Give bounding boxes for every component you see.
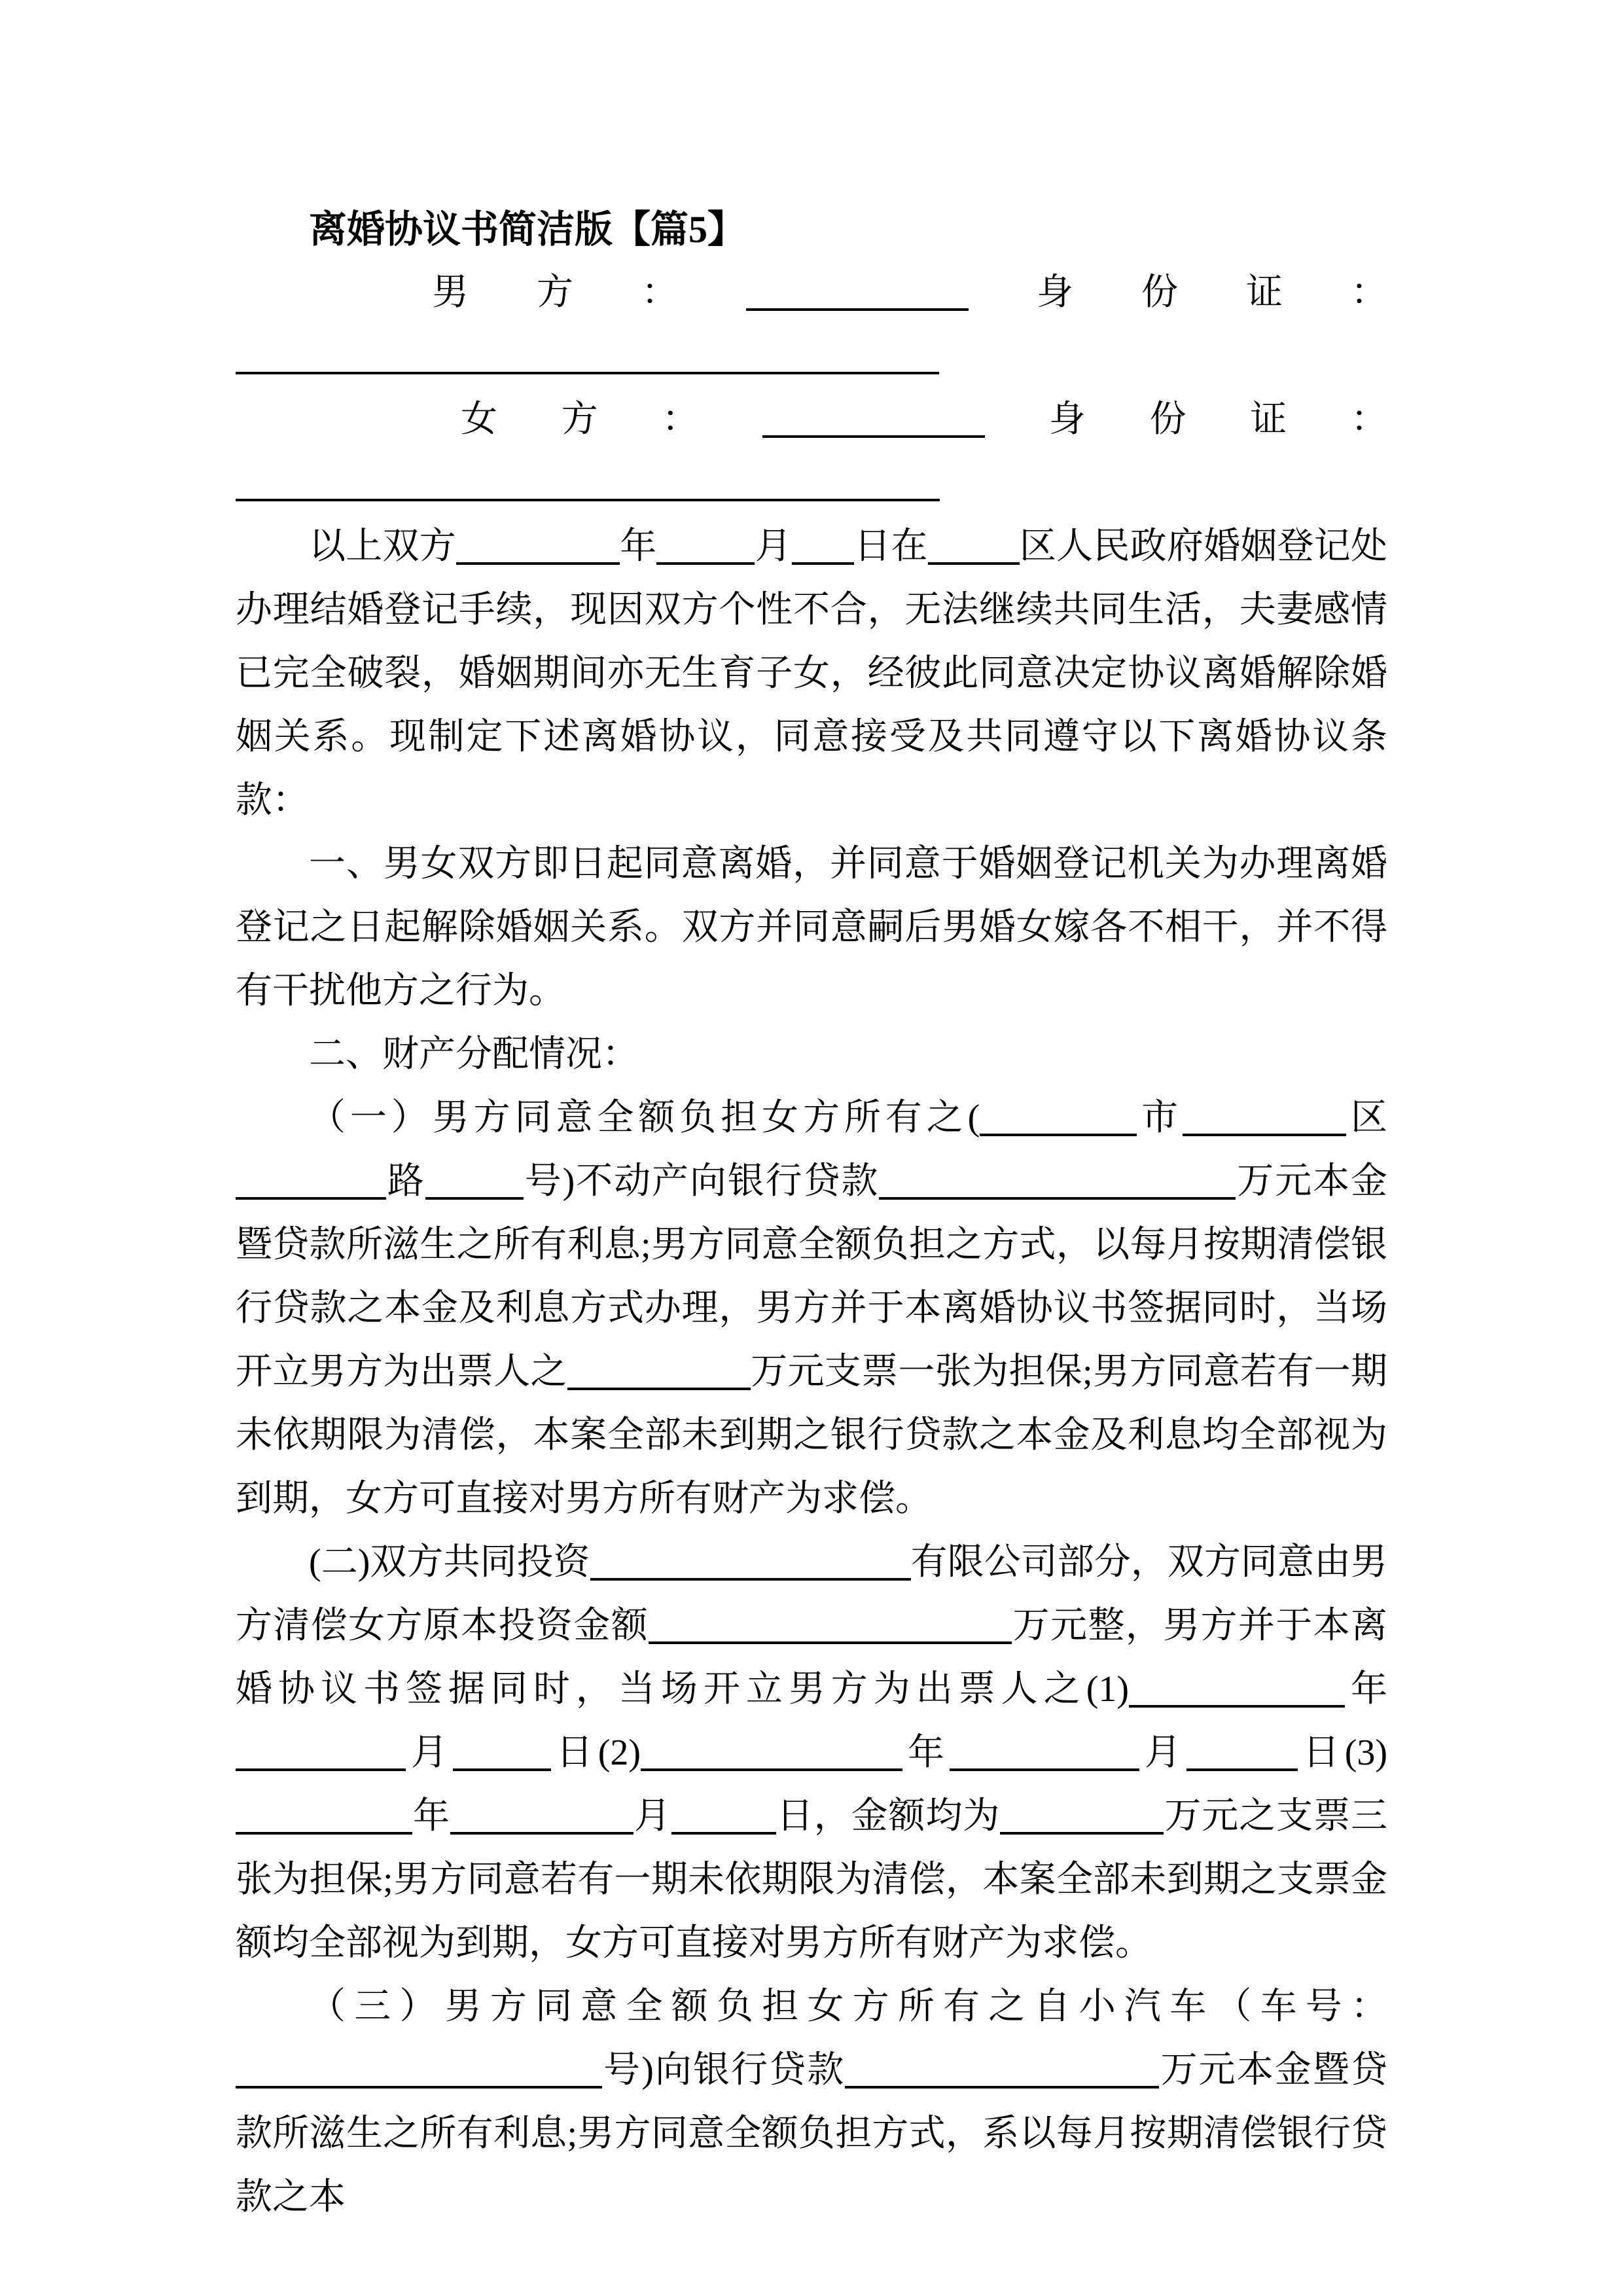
blank-field[interactable]: [236, 1768, 406, 1771]
blank-field[interactable]: [762, 435, 985, 438]
paragraph-clause-1: [236, 833, 1387, 1023]
party-line-male: [236, 261, 1387, 325]
blank-field[interactable]: [671, 1831, 776, 1835]
text-run: 身份证：: [969, 272, 1387, 313]
blank-field[interactable]: [792, 562, 854, 565]
text-run: 年: [1345, 1669, 1388, 1710]
paragraph-clause-2-1: [236, 1086, 1387, 1531]
blank-field[interactable]: [456, 562, 620, 565]
paragraph-clause-2-3: [236, 1975, 1387, 2229]
blank-field[interactable]: [649, 1641, 1012, 1644]
text-run: 一、男女双方即日起同意离婚，并同意于婚姻登记机关为办理离婚登记之日起解除婚姻关系。双方并同意嗣后男婚女嫁各不相干，并不得有干扰他方之行为。: [236, 844, 1387, 1011]
text-run: 万元之支票三张为担保;男方同意若有一期未依期限为清偿，本案全部未到期之支票金额均全部视为到期，女方可直接对男方所有财产为求偿。: [236, 1796, 1388, 1964]
blank-field[interactable]: [453, 1768, 551, 1771]
text-run: 年: [902, 1732, 950, 1773]
blank-field[interactable]: [1186, 1768, 1298, 1771]
text-run: 月: [406, 1732, 453, 1773]
text-run: 月: [1139, 1732, 1186, 1773]
blank-field[interactable]: [1000, 1831, 1164, 1835]
text-run: 身份证：: [985, 399, 1388, 440]
blank-field[interactable]: [1183, 1133, 1346, 1136]
blank-field[interactable]: [567, 1387, 751, 1390]
text-run: 万元支票一张为担保;男方同意若有一期未依期限为清偿，本案全部未到期之银行贷款之本金及利息均全部视为到期，女方可直接对男方所有财产为求偿。: [236, 1352, 1387, 1519]
blank-field[interactable]: [236, 371, 939, 374]
blank-field[interactable]: [1129, 1704, 1345, 1708]
text-run: 市: [1137, 1098, 1183, 1138]
document-title: 离婚协议书简洁版【篇5】: [309, 208, 746, 251]
blank-field[interactable]: [928, 562, 1020, 565]
blank-field[interactable]: [590, 1577, 911, 1581]
text-run: 区: [1346, 1098, 1388, 1138]
blank-field[interactable]: [236, 498, 940, 501]
text-run: 月: [755, 526, 792, 567]
text-run: (二)双方共同投资: [309, 1542, 590, 1583]
text-run: 有限公司部分，双方同意由男方清偿女方原本投资金额: [236, 1542, 1388, 1646]
blank-field[interactable]: [450, 1831, 633, 1835]
male-id-blank-line: [236, 325, 1387, 388]
text-run: 万元本金暨贷款所滋生之所有利息;男方同意全额负担之方式，以每月按期清偿银行贷款之本金及利息方式办理，男方并于本离婚协议书签据同时，当场开立男方为出票人之: [236, 1161, 1388, 1392]
blank-field[interactable]: [236, 1196, 386, 1200]
text-run: 二、财产分配情况：: [309, 1034, 639, 1075]
text-run: 万元本金暨贷款所滋生之所有利息;男方同意全额负担方式，系以每月按期清偿银行贷款之本: [236, 2050, 1387, 2217]
text-run: （一）男方同意全额负担女方所有之(: [309, 1098, 980, 1138]
paragraph-clause-2: [236, 1023, 1387, 1086]
blank-field[interactable]: [845, 2085, 1159, 2089]
paragraph-clause-2-2: [236, 1531, 1387, 1975]
text-run: 号)不动产向银行贷款: [523, 1161, 880, 1202]
party-line-female: [236, 388, 1387, 452]
text-run: 日，金额均为: [776, 1796, 1001, 1837]
text-run: 日(2): [550, 1732, 641, 1773]
blank-field[interactable]: [950, 1768, 1139, 1771]
text-run: 日在: [853, 526, 928, 567]
text-run: 年: [412, 1796, 450, 1837]
blank-field[interactable]: [236, 2085, 602, 2089]
female-id-blank-line: [236, 452, 1387, 515]
blank-field[interactable]: [879, 1196, 1236, 1200]
text-run: 男方：: [432, 272, 746, 313]
text-run: 年: [619, 526, 657, 567]
text-run: 女方：: [461, 399, 763, 440]
blank-field[interactable]: [656, 562, 755, 565]
blank-field[interactable]: [746, 308, 969, 311]
text-run: 万元整，男方并于本离婚协议书签据同时，当场开立男方为出票人之(1): [236, 1605, 1388, 1710]
blank-field[interactable]: [980, 1133, 1137, 1136]
text-run: 号)向银行贷款: [602, 2050, 846, 2090]
text-run: 路: [386, 1161, 425, 1202]
text-run: 月: [633, 1796, 671, 1837]
text-run: 以上双方: [309, 526, 456, 567]
text-run: （三）男方同意全额负担女方所有之自小汽车（车号：: [309, 1986, 1387, 2027]
blank-field[interactable]: [425, 1196, 524, 1200]
paragraph-intro: [236, 515, 1387, 833]
blank-field[interactable]: [641, 1768, 902, 1771]
blank-field[interactable]: [236, 1831, 412, 1835]
text-run: 日(3): [1297, 1732, 1388, 1773]
text-run: 区人民政府婚姻登记处办理结婚登记手续，现因双方个性不合，无法继续共同生活，夫妻感情已完全破裂，婚姻期间亦无生育子女，经彼此同意决定协议离婚解除婚姻关系。现制定下述离婚协议，同意接受及共同遵守以下离婚协议条款：: [236, 526, 1388, 821]
